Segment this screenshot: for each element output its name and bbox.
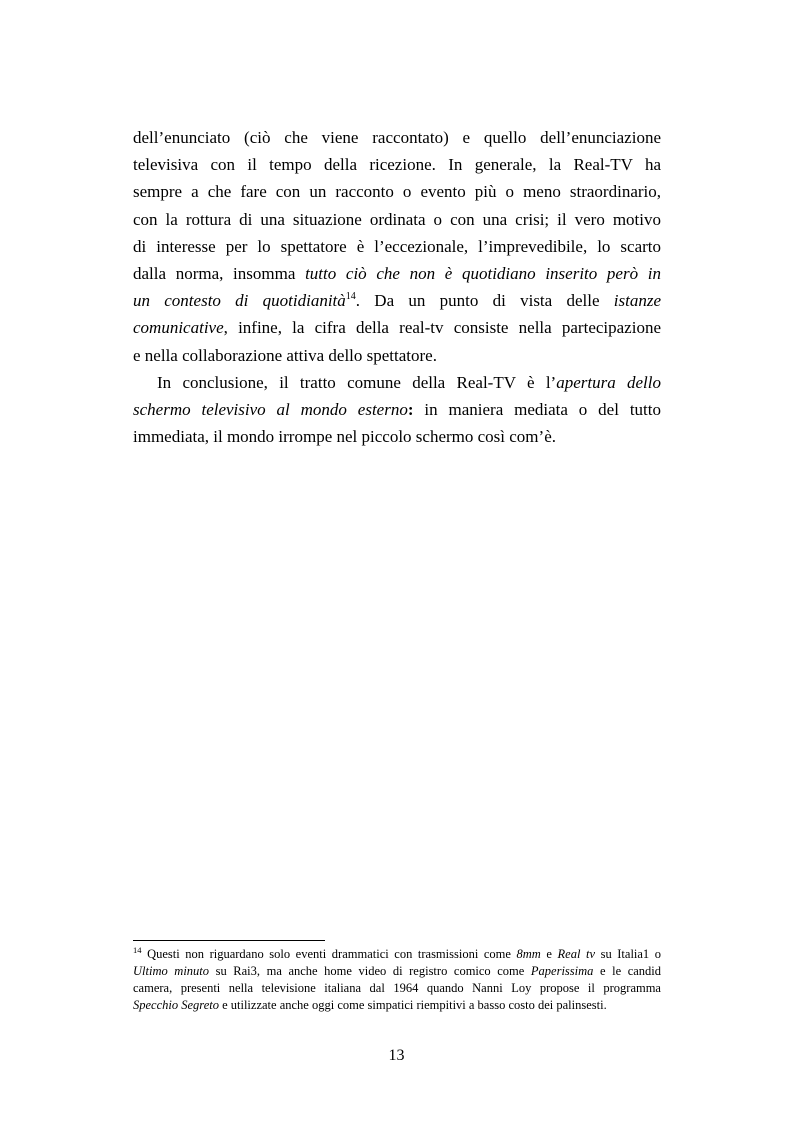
fn-line-2 [133, 963, 661, 980]
text-run: dalla norma, insomma [133, 263, 306, 283]
text-run: sempre a che fare con un racconto o evento più o meno straordinario, [133, 182, 661, 202]
fn-line-3 [133, 980, 661, 997]
italic-run: 8mm [516, 947, 541, 961]
p1-line-7 [133, 287, 661, 314]
p1-line-3 [133, 178, 661, 205]
text-run: con la rottura di una situazione ordinata o con una crisi; il vero motivo [133, 209, 661, 229]
text-run: Questi non riguardano solo eventi drammatici con trasmissioni come [141, 947, 517, 961]
p1-line-9 [133, 342, 661, 369]
italic-run: istanze [613, 291, 661, 311]
main-text [133, 124, 661, 450]
p2-line-3 [133, 423, 661, 450]
text-run: su Rai3, ma anche home video di registro comico come [209, 964, 531, 978]
italic-run: Specchio Segreto [133, 998, 219, 1012]
text-run: , infine, la cifra della real-tv consiste nella partecipazione [223, 318, 661, 338]
italic-run: tutto ciò che non è quotidiano inserito però in [305, 263, 661, 283]
italic-run: un contesto di quotidianità [133, 291, 346, 311]
text-run: e utilizzate anche oggi come simpatici riempitivi a basso costo dei palinsesti. [218, 998, 607, 1012]
fn-line-1 [133, 946, 661, 963]
p2-line-1 [133, 369, 661, 396]
p1-line-6 [133, 260, 661, 287]
page-number: 13 [388, 1047, 405, 1064]
fn-line-4 [133, 997, 661, 1014]
italic-run: apertura dello [556, 372, 661, 392]
text-run: e nella collaborazione attiva dello spettatore. [133, 345, 437, 365]
p2-line-2 [133, 396, 661, 423]
text-run: in maniera mediata o del tutto [413, 399, 661, 419]
text-run: su Italia1 o [595, 947, 661, 961]
text-run: In conclusione, il tratto comune della Real-TV è l’ [157, 372, 557, 392]
text-run: immediata, il mondo irrompe nel piccolo schermo così com’è. [133, 427, 556, 447]
text-run: dell’enunciato (ciò che viene raccontato) e quello dell’enunciazione [133, 128, 661, 147]
footnote-mark: 14 [133, 945, 142, 955]
italic-run: Paperissima [530, 964, 594, 978]
italic-run: schermo televisivo al mondo esterno [133, 399, 408, 419]
italic-run: Ultimo minuto [133, 964, 210, 978]
footnote-14 [133, 946, 661, 1014]
footnote-separator [133, 940, 325, 941]
bold-run: : [407, 399, 414, 419]
italic-run: comunicative [133, 318, 224, 338]
text-run: di interesse per lo spettatore è l’eccezionale, l’imprevedibile, lo scarto [133, 236, 661, 256]
text-run: e [540, 947, 558, 961]
text-run: televisiva con il tempo della ricezione. In generale, la Real-TV ha [133, 155, 661, 175]
italic-run: Real tv [557, 947, 596, 961]
text-run: e le candid [593, 964, 662, 978]
p1-line-1 [133, 124, 661, 151]
p1-line-2 [133, 151, 661, 178]
p1-line-4 [133, 206, 661, 233]
text-run: camera, presenti nella televisione italiana dal 1964 quando Nanni Loy propose il programma [133, 981, 661, 995]
text-run: . Da un punto di vista delle [355, 291, 614, 311]
p1-line-8 [133, 314, 661, 341]
footnote-reference[interactable]: 14 [345, 291, 356, 303]
p1-line-5 [133, 233, 661, 260]
